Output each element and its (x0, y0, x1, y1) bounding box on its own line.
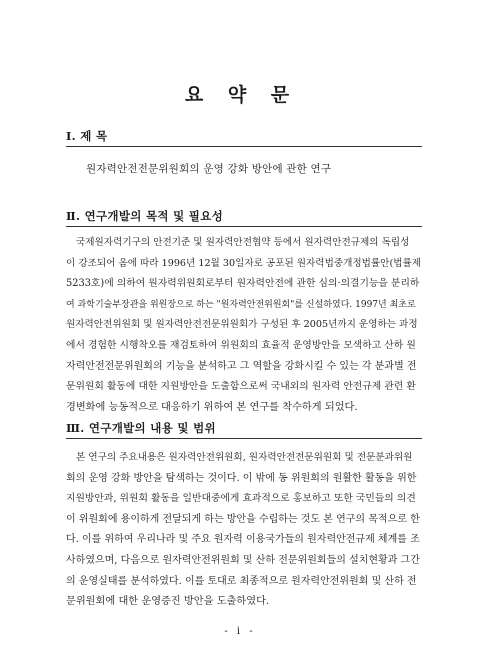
paragraph-line: 5233호)에 의하여 원자력위원회로부터 원자력안전에 관한 심의·의결기능을 분리하 (66, 278, 420, 290)
section-heading-scope: Ⅲ. 연구개발의 내용 및 범위 (66, 421, 216, 435)
page-title: 요 약 문 (184, 84, 296, 106)
paragraph-line: 자력안전전문위원회의 기능을 분석하고 그 역할을 강화시킬 수 있는 각 분과별 전 (66, 360, 417, 372)
paragraph-line: 에서 경험한 시행착오를 재검토하여 위원회의 효율적 운영방안을 모색하고 산하 원 (66, 339, 416, 351)
paragraph-line: 다. 이를 위하여 우리나라 및 주요 원자력 이용국가들의 원자력안전규제 체계를 조 (66, 534, 420, 546)
paragraph-line: 지원방안과, 위원회 활동을 일반대중에게 효과적으로 홍보하고 또한 국민들의 의견 (66, 493, 416, 505)
paragraph-line: 회의 운영 강화 방안을 탐색하는 것이다. 이 밖에 동 위원회의 원활한 활동을 위한 (66, 472, 417, 484)
paragraph-line: 경변화에 능동적으로 대응하기 위하여 본 연구를 착수하게 되었다. (66, 401, 358, 413)
section-heading-purpose: Ⅱ. 연구개발의 목적 및 필요성 (66, 209, 224, 223)
paragraph-line: 이 강조되어 옴에 따라 1996년 12월 30일자로 공포된 원자력법중개정법률안(법률제 (66, 257, 421, 269)
paragraph-line: 국제원자력기구의 안전기준 및 원자력안전협약 등에서 원자력안전규제의 독립성 (76, 237, 410, 248)
paragraph-line: 본 연구의 주요내용은 원자력안전위원회, 원자력안전전문위원회 및 전문분과위원 (76, 452, 413, 463)
paragraph-line: 문위원회에 대한 운영증진 방안을 도출하였다. (66, 596, 270, 608)
section-rule (66, 146, 422, 147)
paragraph-line: 사하였으며, 다음으로 원자력안전위원회 및 산하 전문위원회들의 설치현황과 그간 (66, 554, 420, 566)
purpose-paragraph (66, 233, 422, 418)
subject-text: 원자력안전전문위원회의 운영 강화 방안에 관한 연구 (86, 163, 332, 175)
paragraph-line: 원자력안전위원회 및 원자력안전전문위원회가 구성된 후 2005년까지 운영하는 과정 (66, 319, 418, 331)
paragraph-line: 이 위원회에 용이하게 전달되게 하는 방안을 수립하는 것도 본 연구의 목적으로 한 (66, 513, 420, 525)
section-heading-subject: Ⅰ. 제 목 (66, 129, 108, 143)
paragraph-line: 의 운영실태를 분석하였다. 이를 토대로 최종적으로 원자력안전위원회 및 산하 전 (66, 575, 417, 587)
section-rule (66, 438, 422, 439)
section-rule (66, 226, 422, 227)
paragraph-line: 여 과학기술부장관을 위원장으로 하는 "원자력안전위원회"를 신설하였다. 1997년 최초로 (66, 299, 416, 310)
scope-paragraph (66, 448, 422, 613)
page-number: - i - (224, 626, 256, 637)
paragraph-line: 문위원회 활동에 대한 지원방안을 도출함으로써 국내외의 원자력 안전규제 관련 환 (66, 381, 416, 393)
